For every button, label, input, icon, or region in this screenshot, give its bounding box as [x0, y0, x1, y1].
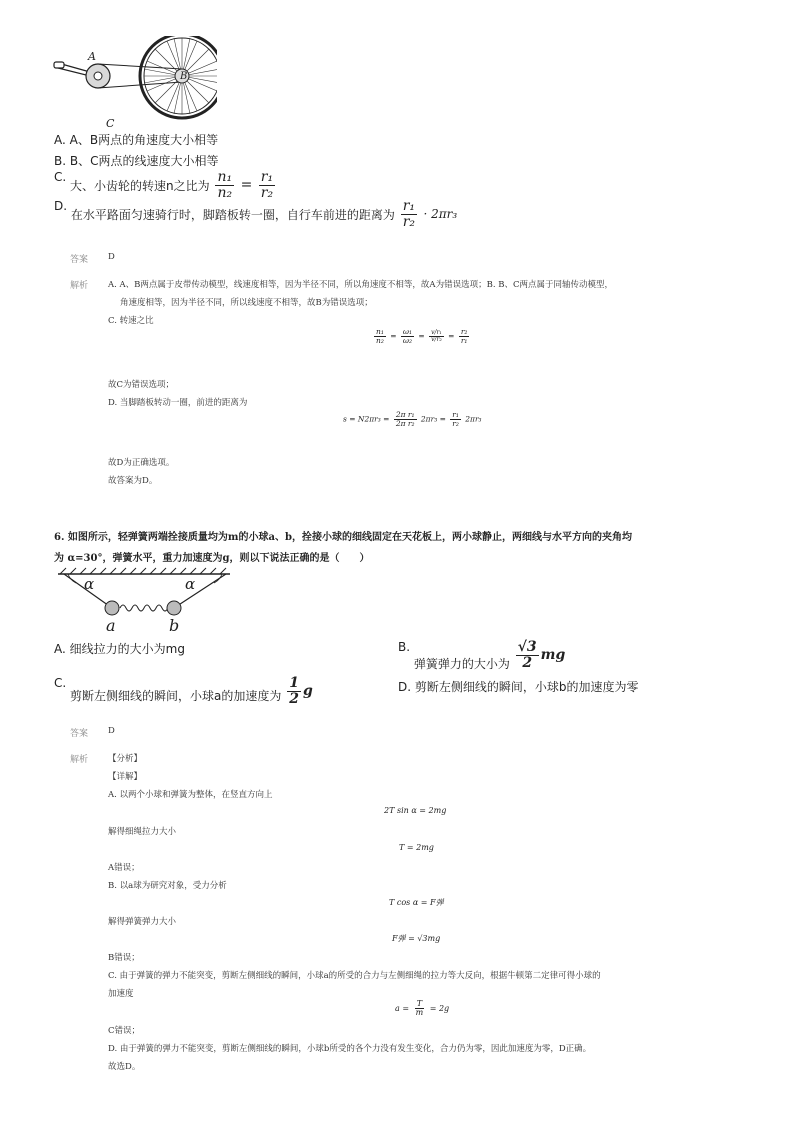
q5-analysis-line1: A. A、B两点属于皮带传动模型，线速度相等，因为半径不同，所以角速度不相等，故A为错误选项；B. B、C两点属于同轴传动模型， [108, 280, 613, 290]
q6-option-a[interactable]: A. 细线拉力的大小为mg [54, 642, 185, 656]
q6-analysis-l6: B. 以a球为研究对象，受力分析 [108, 881, 227, 891]
spring-balls-figure [56, 566, 232, 634]
q6-analysis-l5: A错误； [108, 863, 140, 873]
bicycle-gear-figure [52, 36, 217, 130]
q6-answer-label: 答案 [70, 729, 89, 739]
q6-option-c-formula: $\frac{1}{2}$ g [289, 675, 313, 707]
q5-analysis-line6: 故D为正确选项。 [108, 458, 175, 468]
label-a: A [88, 50, 96, 63]
q6-formula-5: a = $\frac{T}{m}$ = 2g [395, 999, 450, 1018]
q6-option-c-prefix: C. [54, 676, 67, 690]
q6-option-b[interactable] [398, 640, 565, 670]
q5-analysis-line2: 角速度相等，因为半径不同，所以线速度不相等，故B为错误选项； [120, 298, 373, 308]
q5-analysis-label: 解析 [70, 281, 89, 291]
q5-analysis-line7: 故答案为D。 [108, 476, 158, 486]
q6-analysis-label: 解析 [70, 755, 89, 765]
q6-option-c-text: 剪断左侧细线的瞬间，小球a的加速度为 [70, 689, 282, 704]
q5-option-b[interactable]: B. B、C两点的线速度大小相等 [54, 154, 219, 168]
q6-answer: D [108, 726, 115, 736]
q6-analysis-l7: 解得弹簧弹力大小 [108, 917, 177, 927]
q6-analysis-l2: 【详解】 [108, 772, 143, 782]
q5-formula-ratio: $\frac{\text{n₁}}{\text{n₂}}$ = $\frac{\text{ω₁}}{\text{ω₂}}$ = $\frac{\text{v/r₁}}{\text{v/r₂}}$ = $\frac{\text{r₂}}{\text{r₁}}$ [376, 327, 468, 345]
q6-analysis-l9: C. 由于弹簧的弹力不能突变，剪断左侧细线的瞬间，小球a的所受的合力与左侧细绳的拉力等大反向，根据牛顿第二定律可得小球的 [108, 971, 601, 981]
q5-option-c[interactable] [54, 170, 277, 200]
q5-analysis-line3: C. 转速之比 [108, 316, 154, 326]
label-ball-a: a [106, 616, 116, 634]
q6-analysis-l8: B错误； [108, 953, 140, 963]
q6-formula-3: T cos α = F弹 [389, 898, 444, 907]
q6-formula-4: F弹 = √3mg [392, 934, 441, 943]
q6-stem-line2: 为 α=30°，弹簧水平，重力加速度为g，则以下说法正确的是（ ） [54, 553, 370, 564]
q5-option-c-formula: $\frac{\text{n₁}}{\text{n₂}}$ = $\frac{\text{r₁}}{\text{r₂}}$ [217, 169, 274, 201]
q5-option-d-formula: $\frac{\text{r₁}}{\text{r₂}}$ · 2πr₃ [402, 198, 458, 230]
label-b: B [180, 71, 188, 82]
q6-stem-line1: 6. 如图所示，轻弹簧两端拴接质量均为m的小球a、b，拴接小球的细线固定在天花板上，两小球静止，两细线与水平方向的夹角均 [54, 532, 632, 543]
q6-analysis-l4: 解得细绳拉力大小 [108, 827, 177, 837]
q5-analysis-line4: 故C为错误选项； [108, 380, 175, 390]
q5-option-d-prefix: D. [54, 199, 68, 213]
q6-analysis-l1: 【分析】 [108, 754, 143, 764]
q5-formula-distance: s = N2πr₃ = $\frac{\text{2π r₁}}{\text{2π r₂}}$ 2πr₃ = $\frac{\text{r₁}}{\text{r₂}}$ 2πr₃ [343, 410, 482, 428]
label-alpha-left: α [84, 575, 95, 593]
q6-analysis-l11: C错误； [108, 1026, 141, 1036]
q5-analysis-line5: D. 当脚踏板转动一圈，前进的距离为 [108, 398, 248, 408]
q6-option-b-formula: $\frac{√3}{2}$ mg [517, 639, 566, 671]
q6-analysis-l3: A. 以两个小球和弹簧为整体，在竖直方向上 [108, 790, 273, 800]
q6-analysis-l10: 加速度 [108, 989, 134, 999]
label-alpha-right: α [185, 575, 196, 593]
q6-option-d[interactable]: D. 剪断左侧细线的瞬间，小球b的加速度为零 [398, 680, 639, 694]
q6-option-b-prefix: B. [398, 640, 411, 654]
q5-answer-label: 答案 [70, 255, 89, 265]
q6-analysis-l13: 故选D。 [108, 1062, 141, 1072]
q6-analysis-l12: D. 由于弹簧的弹力不能突变，剪断左侧细线的瞬间，小球b所受的各个力没有发生变化，合力仍为零，因此加速度为零，D正确。 [108, 1044, 592, 1054]
q6-formula-2: T = 2mg [399, 843, 434, 852]
q5-option-a[interactable]: A. A、B两点的角速度大小相等 [54, 133, 219, 147]
q6-formula-1: 2T sin α = 2mg [384, 806, 447, 815]
label-c: C [106, 117, 115, 130]
q5-answer: D [108, 252, 115, 262]
q5-option-c-text: 大、小齿轮的转速n之比为 [70, 179, 210, 194]
q6-option-b-text: 弹簧弹力的大小为 [413, 657, 510, 672]
q5-option-c-prefix: C. [54, 170, 67, 184]
q5-option-d-text: 在水平路面匀速骑行时，脚踏板转一圈，自行车前进的距离为 [70, 208, 395, 223]
label-ball-b: b [169, 616, 180, 634]
q6-option-c[interactable] [54, 676, 313, 706]
q5-option-d[interactable] [54, 199, 457, 229]
